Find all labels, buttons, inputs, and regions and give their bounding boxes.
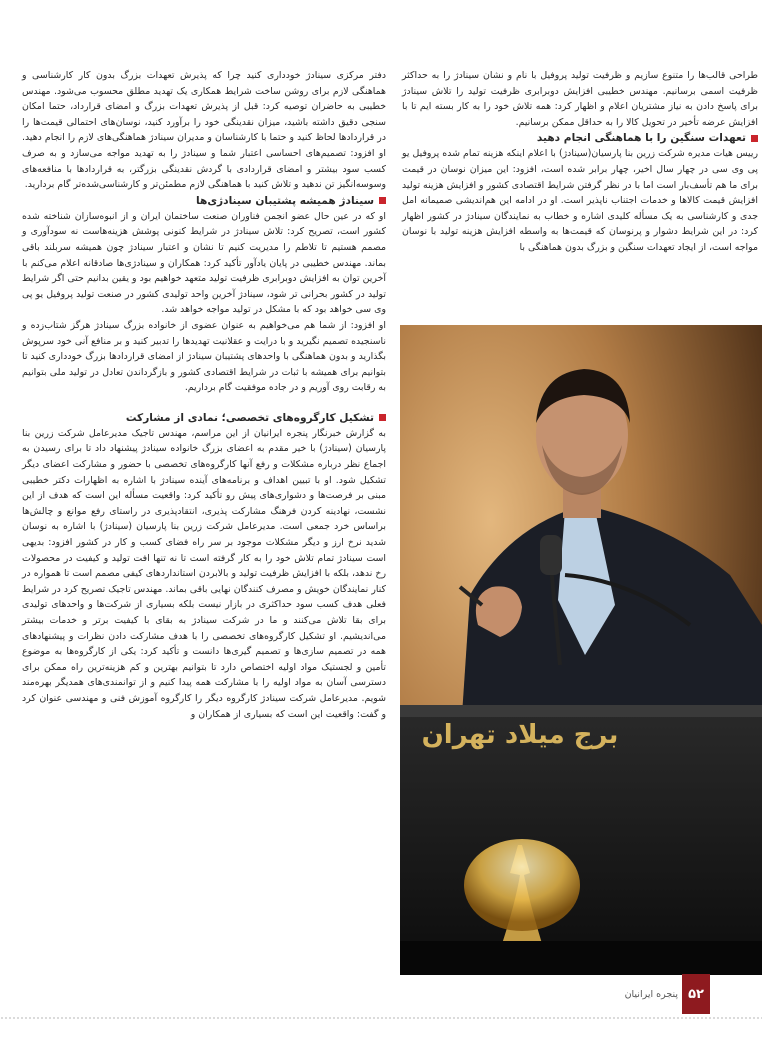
left-column (22, 68, 386, 722)
section-heading-working-groups (22, 410, 386, 426)
magazine-name: پنجره ایرانیان (624, 989, 678, 1000)
bullet-square-icon (751, 135, 758, 142)
section-heading-support (22, 193, 386, 209)
section-heading-commitments (402, 130, 758, 146)
heading-text: سینادژ همیشه پشتیبان سینادژی‌ها (196, 194, 374, 207)
bullet-square-icon (379, 197, 386, 204)
footer-dotted-rule (0, 1017, 762, 1019)
podium-text: برج میلاد تهران (421, 720, 619, 750)
right-column (402, 68, 758, 256)
right-intro-paragraph: طراحی قالب‌ها را متنوع سازیم و ظرفیت تولید پروفیل با نام و نشان سینادژ را به حداکثر ظرفیت اسمی برسانیم. مهندس خطیبی افزایش دوبرابری ظرفیت تولید را تلاش سینادژ برای پاسخ دادن به نیاز مشتریان اعلام و اظهار کرد: همه تلاش خود را به کار بسته ایم تا با افزایش عرضه تأخیر در تحویل کالا را به حداقل ممکن برسانیم. (402, 70, 758, 128)
right-body-paragraph: رییس هیات مدیره شرکت زرین بنا پارسیان(سینادژ) با اعلام اینکه هزینه تمام شده پروفیل یو پی وی سی در چهار سال اخیر، چهار برابر شده است، افزود: این میزان نوسان در قیمت برای ما هم تأسف‌بار است اما با در نظر گرفتن شرایط اقتصادی کشور و افزایش هزینه تولید افزایش قیمت کالاها و خدمات اجتناب ناپذیر است. او در ادامه این هم‌اندیشی صمیمانه امل جدی و کارشناسی به یک مسأله کلیدی اشاره و خطاب به نمایندگان سینادژ در کشور اظهار کرد: در این شرایط دشوار و پرنوسان که قیمت‌ها به واسطه افزایش هزینه تولید با نوسان مواجه است، از ایجاد تعهدات سنگین و بزرگ بدون هماهنگی با (402, 148, 758, 253)
page-number: ۵۲ (682, 974, 710, 1014)
lamp-glow (464, 839, 580, 931)
microphone-icon (540, 535, 562, 575)
bullet-square-icon (379, 414, 386, 421)
speaker-illustration (400, 325, 762, 975)
heading-text: تشکیل کارگروه‌های تخصصی؛ نمادی از مشارکت (125, 411, 374, 424)
heading-text: تعهدات سنگین را با هماهنگی انجام دهید (536, 132, 746, 145)
left-body-paragraph-3: به گزارش خبرنگار پنجره ایرانیان از این مراسم، مهندس تاجیک مدیرعامل شرکت زرین بنا پارسیان (سینادژ) با خیر مقدم به اعضای بزرگ خانواده سینادژ پیشنهاد داد تا برای رسیدن به اجماع نظر درباره مشکلات و رفع آنها کارگروه‌های تخصصی با حضور و مشارکت اعضای دیگر تشکیل شود. او با تبیین اهداف و برنامه‌های آینده سینادژ با اشاره به اظهارات دکتر خطیبی مبنی بر فرصت‌ها و دشواری‌های پیش رو تأکید کرد: واقعیت مسأله این است که هدف از این نشست، نهادینه کردن فرهنگ مشارکت پذیری، انتقادپذیری در راستای رفع موانع و چالش‌ها براساس خرد جمعی است. مدیرعامل شرکت زرین بنا پارسیان (سینادژ) با اشاره به نوسان شدید نرخ ارز و دیگر مشکلات موجود بر سر راه فضای کسب و کار در کشور افزود: بدیهی است سینادژ تمام تلاش خود را به کار گرفته است تا نه تنها افت تولید و کیفیت در محصولات رخ ندهد، بلکه با افزایش ظرفیت تولید و بالابردن استانداردهای کیفی مصمم است تا همواره در کنار نمایندگان خویش و مصرف کنندگان نهایی باقی بماند. مهندس تاجیک تصریح کرد در شرایط فعلی هدف کسب سود حداکثری در بازار نیست بلکه بسیاری از شرکت‌ها و واحدهای تولیدی برای بقا تلاش می‌کنند و ما در شرکت سینادژ به بقای با کیفیت برتر و خدمات بیشتر می‌اندیشیم. او تشکیل کارگروه‌های تخصصی را با هدف مشارکت دادن نظرات و پیشنهادهای همه در تصمیم سازی‌ها و تصمیم گیری‌ها دانست و تأکید کرد: یکی از کارگروه‌ها به موضوع تأمین و لجستیک مواد اولیه اختصاص دارد تا بتوانیم بهترین و کم هزینه‌ترین راه ممکن برای دسترسی آسان به مواد اولیه را با مشارکت همه پیدا کنیم و از توانمندی‌های همدیگر بهره‌مند شویم. مدیرعامل شرکت سینادژ کارگروه دیگر را کارگروه آموزش فنی و مهندسی عنوان کرد و گفت: واقعیت این است که بسیاری از همکاران و (22, 427, 386, 720)
left-body-paragraph-2: او افزود: از شما هم می‌خواهیم به عنوان عضوی از خانواده بزرگ سینادژ هرگز شتاب‌زده و ناسنجیده تصمیم نگیرید و با درایت و عقلانیت تهدیدها را تدبیر کنید و بر منافع آنی خود سرپوش بگذارید و بدون هماهنگی با واحدهای پشتیبان سینادژ از امضای قراردادها بزرگ خودداری کنید تا بتوانیم برای همیشه با ثبات در شرایط اقتصادی کشور و بازگرداندن تعادل در تولید ملی بتوانیم به رقابت روی آوریم و در جاده موفقیت گام برداریم. (22, 319, 386, 394)
left-body-paragraph-1: او که در عین حال عضو انجمن فناوران صنعت ساختمان ایران و از انبوه‌سازان شناخته شده کشور است، تصریح کرد: تلاش سینادژ در شرایط کنونی پوشش هزینه‌هاست نه سودآوری و مصمم هستیم تا تلاطم را مدیریت کنیم تا نشان و اعتبار سینادژ چون همیشه سربلند باقی بماند. مهندس خطیبی در پایان یادآور تأکید کرد: همکاران و سینادژی‌ها صادقانه اعلام می‌کنم با آخرین توان به افزایش دوبرابری ظرفیت تولید متعهد خواهیم بود و یقین بدانیم حتی اگر شرایط تولید در کشور بحرانی تر شود، سینادژ آخرین واحد تولیدی کشور در صنعت تولید پروفیل یو پی وی سی خواهد بود که با مشکل در تولید مواجه خواهد شد. (22, 210, 386, 316)
left-intro-paragraph: دفتر مرکزی سینادژ خودداری کنید چرا که پذیرش تعهدات بزرگ بدون کار کارشناسی و هماهنگی لازم برای روشن ساخت شرایط همکاری یک تهدید مطلق محسوب می‌شود. مهندس خطیبی به حاضران توصیه کرد: قبل از پذیرش تعهدات بزرگ و امضای قرارداد، حتما امکان سنجی دقیق داشته باشید، میزان نقدینگی خود را برآورد کنید، نوسان‌های احتمالی قیمت‌ها را در قراردادها لحاظ کنید و حتما با کارشناسان و مدیران سینادژ هماهنگی‌های لازم را انجام دهید. او افزود: تصمیم‌های احساسی اعتبار شما و سینادژ را به تهدید مواجه می‌سازد و به صرف کسب سود بیشتر و امضای قراردادی با گردش نقدینگی بزرگتر، به قراردادها با منافعه‌های وسوسه‌انگیز تن ندهید و تلاش کنید با هماهنگی لازم مطمئن‌تر و کارشناسی‌شده‌تر گام بردارید. (22, 70, 386, 191)
speaker-photo (400, 325, 762, 975)
